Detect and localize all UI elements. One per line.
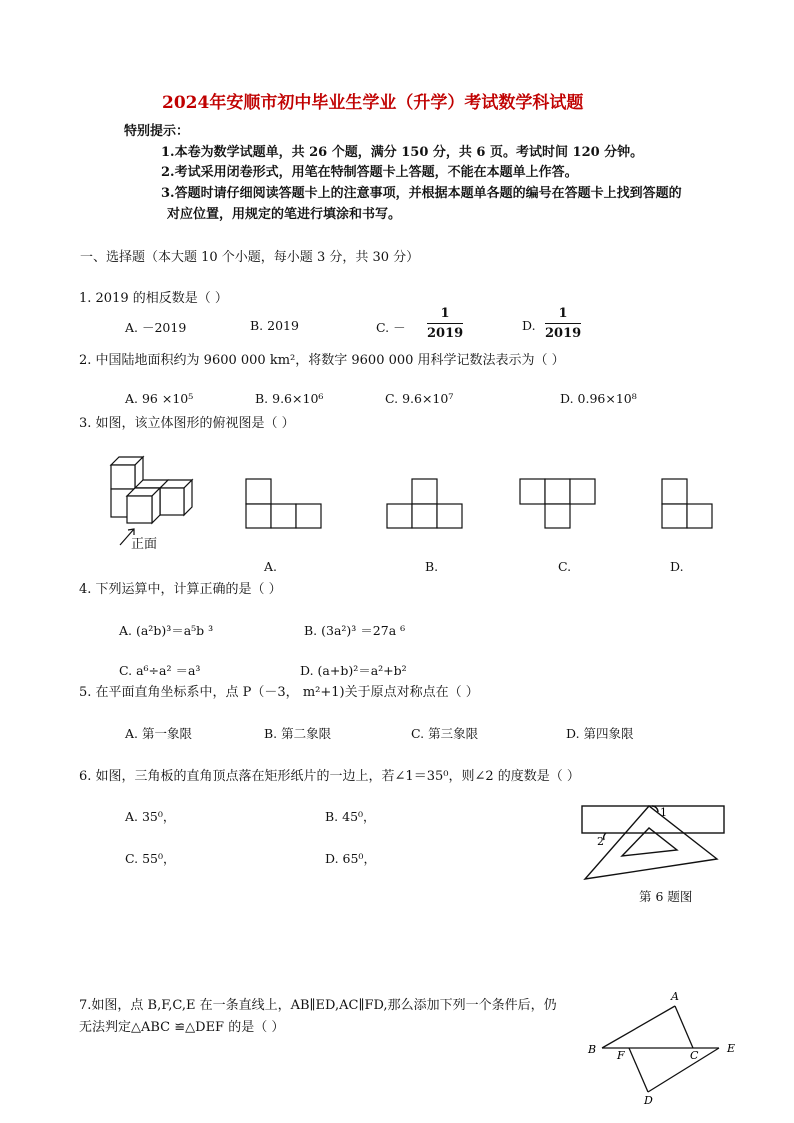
angle-1-label: 1	[660, 806, 667, 819]
point-a-label: A	[671, 990, 679, 1003]
q1-d-numerator: 1	[558, 306, 568, 321]
q6-stem: 6. 如图，三角板的直角顶点落在矩形纸片的一边上，若∠1＝35⁰，则∠2 的度数是（ ）	[79, 769, 580, 784]
q3-option-a-label: A.	[264, 559, 278, 574]
q3-option-b-figure	[386, 478, 466, 530]
segment-ed	[648, 1048, 719, 1092]
q3-option-d-label: D.	[670, 559, 684, 574]
page-title: 2024年安顺市初中毕业生学业（升学）考试数学科试题	[162, 93, 584, 113]
q5-option-d: D. 第四象限	[566, 726, 634, 741]
q5-option-c: C. 第三象限	[411, 726, 479, 741]
q2-option-d: D. 0.96×10⁸	[560, 391, 637, 406]
q3-option-a-figure	[245, 478, 325, 530]
q6-option-c: C. 55⁰，	[125, 851, 176, 866]
q1-option-a: A. －2019	[125, 320, 187, 335]
q1-c-numerator: 1	[440, 306, 450, 321]
q3-front-label: 正面	[131, 537, 158, 552]
notice-heading: 特别提示：	[124, 124, 190, 139]
q1-c-denominator: 2019	[427, 326, 464, 341]
q4-option-c: C. a⁶÷a² ＝a³	[119, 663, 201, 678]
q4-option-b: B. (3a²)³ ＝27a ⁶	[304, 623, 406, 638]
q5-option-b: B. 第二象限	[264, 726, 332, 741]
q2-stem: 2. 中国陆地面积约为 9600 000 km²，将数字 9600 000 用科学记数法表示为（ ）	[79, 353, 565, 368]
notice-item-2: 2.考试采用闭卷形式，用笔在特制答题卡上答题，不能在本题单上作答。	[161, 165, 578, 180]
q7-stem-line1: 7.如图，点 B,F,C,E 在一条直线上，AB∥ED,AC∥FD,那么添加下列一个条件后，仍	[79, 998, 557, 1013]
q7-stem-line2: 无法判定△ABC ≌△DEF 的是（ ）	[79, 1020, 285, 1035]
q1-option-c-fraction	[427, 306, 463, 341]
q2-option-c: C. 9.6×10⁷	[385, 391, 454, 406]
point-f-label: F	[617, 1049, 625, 1062]
q6-option-d: D. 65⁰，	[325, 851, 376, 866]
q1-option-d-label: D.	[522, 318, 536, 333]
q5-option-a: A. 第一象限	[125, 726, 192, 741]
fraction-bar	[545, 323, 581, 324]
triangle-ruler-outer	[585, 806, 717, 879]
segment-df	[629, 1048, 648, 1092]
notice-item-4: 对应位置，用规定的笔进行填涂和书写。	[167, 207, 402, 222]
notice-item-1: 1.本卷为数学试题单，共 26 个题，满分 150 分，共 6 页。考试时间 120 分钟。	[161, 145, 644, 160]
q1-d-denominator: 2019	[545, 326, 582, 341]
q6-option-a: A. 35⁰，	[125, 809, 176, 824]
triangle-ruler-inner	[622, 828, 677, 856]
q1-stem: 1. 2019 的相反数是（ ）	[79, 291, 228, 306]
q3-option-c-figure	[519, 478, 599, 530]
q1-option-d-fraction	[545, 306, 581, 341]
point-c-label: C	[690, 1049, 699, 1062]
q6-option-b: B. 45⁰，	[325, 809, 376, 824]
q2-option-a: A. 96 ×10⁵	[125, 391, 194, 406]
q6-figure	[580, 800, 725, 882]
rectangle-paper	[582, 806, 724, 833]
q3-stem: 3. 如图，该立体图形的俯视图是（ ）	[79, 416, 295, 431]
point-d-label: D	[644, 1094, 653, 1107]
fraction-bar	[427, 323, 463, 324]
q1-option-c-label: C. －	[376, 320, 406, 335]
q4-option-a: A. (a²b)³＝a⁵b ³	[119, 623, 214, 638]
q5-stem: 5. 在平面直角坐标系中，点 P（－3， m²+1)关于原点对称点在（ ）	[79, 685, 479, 700]
q3-option-b-label: B.	[425, 559, 439, 574]
q2-option-b: B. 9.6×10⁶	[255, 391, 324, 406]
q1-option-b: B. 2019	[250, 318, 299, 333]
q4-stem: 4. 下列运算中，计算正确的是（ ）	[79, 582, 282, 597]
q6-figure-caption: 第 6 题图	[639, 889, 693, 904]
segment-ab	[602, 1006, 675, 1048]
q3-option-d-figure	[661, 478, 715, 530]
segment-ac	[675, 1006, 693, 1048]
angle-2-label: 2	[597, 835, 604, 848]
q3-option-c-label: C.	[558, 559, 572, 574]
point-e-label: E	[727, 1042, 736, 1055]
section-heading: 一、选择题（本大题 10 个小题，每小题 3 分，共 30 分）	[80, 250, 420, 265]
point-b-label: B	[588, 1043, 597, 1056]
q7-figure	[585, 988, 745, 1106]
q4-option-d: D. (a+b)²＝a²+b²	[300, 663, 407, 678]
notice-item-3: 3.答题时请仔细阅读答题卡上的注意事项，并根据本题单各题的编号在答题卡上找到答题的	[161, 186, 682, 201]
